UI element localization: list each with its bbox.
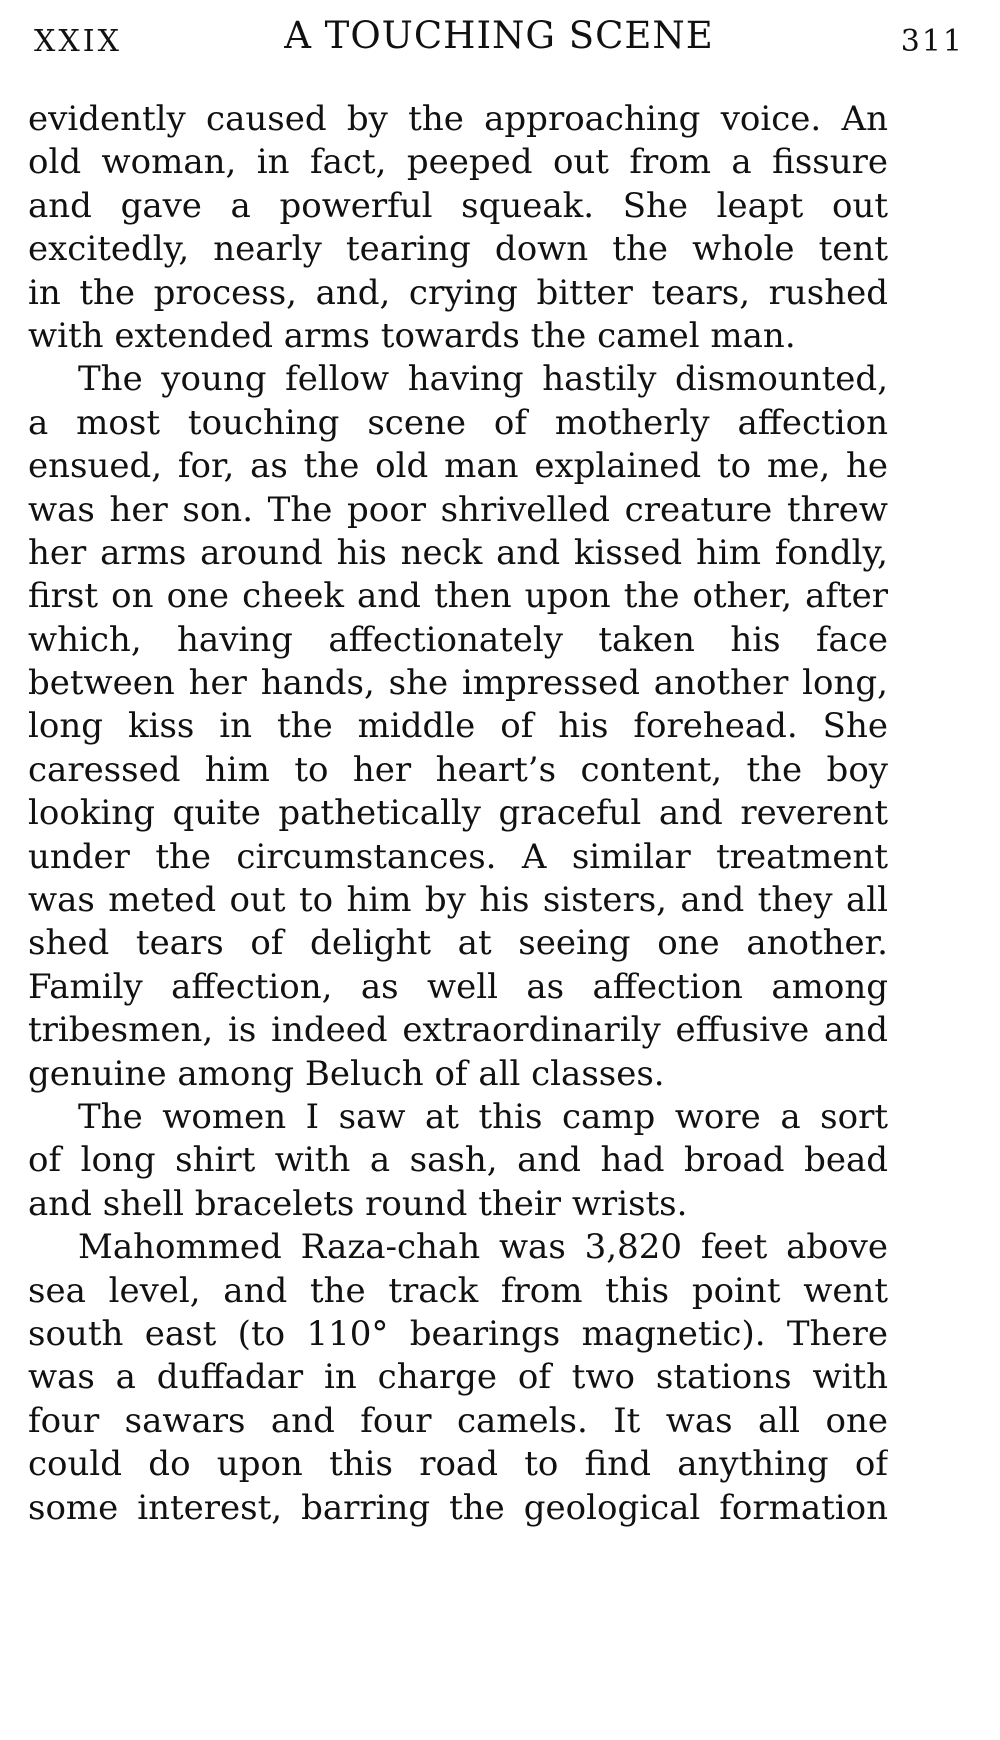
text-line: genuine among Beluch of all classes. bbox=[28, 1053, 665, 1094]
text-line: in the process, and, crying bitter tears, rushed bbox=[28, 272, 888, 313]
chapter-number: XXIX bbox=[34, 24, 122, 59]
text-line: evidently caused by the approaching voice. An bbox=[28, 99, 888, 139]
text-line: was her son. The poor shrivelled creature threw bbox=[28, 489, 888, 530]
text-line: which, having affectionately taken his face bbox=[28, 619, 888, 660]
text-line: old woman, in fact, peeped out from a fissure bbox=[28, 142, 888, 183]
text-line: her arms around his neck and kissed him fondly, bbox=[28, 532, 888, 573]
text-line: excitedly, nearly tearing down the whole tent bbox=[28, 229, 888, 270]
page-number: 311 bbox=[900, 24, 964, 59]
text-line: some interest, barring the geological formation bbox=[28, 1487, 888, 1528]
text-line: The young fellow having hastily dismounted, bbox=[78, 359, 888, 400]
text-line: caressed him to her heart’s content, the boy bbox=[28, 749, 888, 790]
text-line: ensued, for, as the old man explained to me, he bbox=[28, 446, 888, 487]
text-line: sea level, and the track from this point went bbox=[28, 1270, 888, 1311]
text-line: and shell bracelets round their wrists. bbox=[28, 1183, 688, 1224]
text-line: first on one cheek and then upon the other, after bbox=[28, 576, 888, 617]
text-line: shed tears of delight at seeing one another. bbox=[28, 923, 888, 964]
text-line: of long shirt with a sash, and had broad bead bbox=[28, 1140, 888, 1181]
text-line: and gave a powerful squeak. She leapt out bbox=[28, 185, 888, 226]
text-line: south east (to 110° bearings magnetic). There bbox=[28, 1313, 888, 1354]
text-line: under the circumstances. A similar treatment bbox=[28, 836, 888, 877]
text-line: with extended arms towards the camel man. bbox=[28, 315, 796, 356]
body-text bbox=[28, 98, 888, 1530]
text-line: was meted out to him by his sisters, and they all bbox=[28, 880, 888, 921]
text-line: four sawars and four camels. It was all one bbox=[28, 1400, 888, 1441]
running-header bbox=[34, 14, 964, 64]
text-line: long kiss in the middle of his forehead. She bbox=[28, 706, 888, 747]
text-line: Family affection, as well as affection among bbox=[28, 966, 888, 1007]
text-line: a most touching scene of motherly affection bbox=[28, 402, 888, 443]
text-line: could do upon this road to find anything of bbox=[28, 1444, 888, 1485]
text-line: was a duffadar in charge of two stations with bbox=[28, 1357, 888, 1398]
text-line: Mahommed Raza-chah was 3,820 feet above bbox=[78, 1227, 888, 1268]
running-title: A TOUCHING SCENE bbox=[284, 14, 714, 57]
text-line: between her hands, she impressed another long, bbox=[28, 663, 888, 704]
text-line: The women I saw at this camp wore a sort bbox=[78, 1096, 888, 1137]
text-line: looking quite pathetically graceful and reverent bbox=[28, 793, 888, 834]
text-line: tribesmen, is indeed extraordinarily effusive and bbox=[28, 1010, 888, 1051]
